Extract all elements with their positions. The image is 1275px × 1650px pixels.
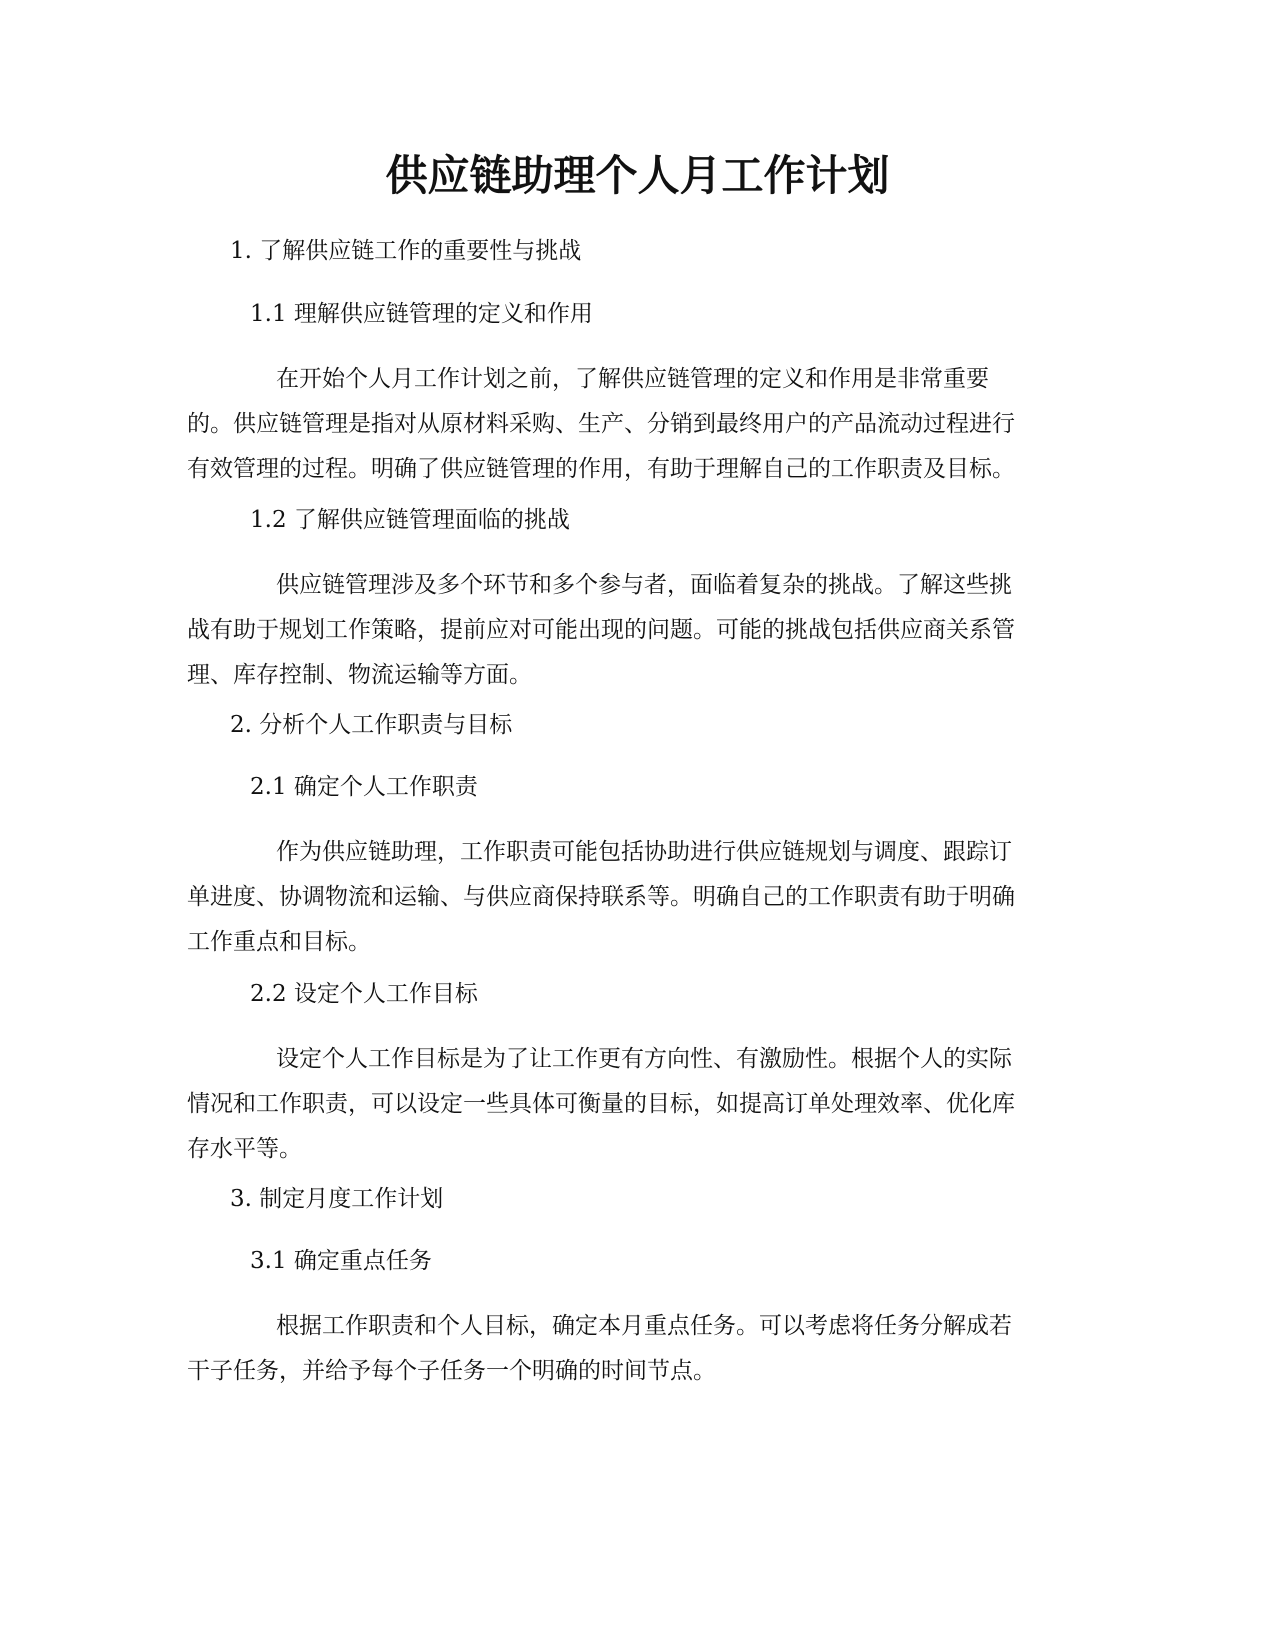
paragraph-line: 干子任务，并给予每个子任务一个明确的时间节点。 xyxy=(187,1358,716,1384)
paragraph-line: 作为供应链助理，工作职责可能包括协助进行供应链规划与调度、跟踪订 xyxy=(276,839,1012,865)
paragraph-line: 有效管理的过程。明确了供应链管理的作用，有助于理解自己的工作职责及目标。 xyxy=(187,456,1015,482)
paragraph-2-1 xyxy=(187,830,1087,965)
section-heading-2: 2. 分析个人工作职责与目标 xyxy=(230,712,513,738)
paragraph-line: 根据工作职责和个人目标，确定本月重点任务。可以考虑将任务分解成若 xyxy=(276,1313,1012,1339)
paragraph-line: 情况和工作职责，可以设定一些具体可衡量的目标，如提高订单处理效率、优化库 xyxy=(187,1091,1015,1117)
paragraph-line: 设定个人工作目标是为了让工作更有方向性、有激励性。根据个人的实际 xyxy=(276,1046,1012,1072)
subsection-heading-2-2: 2.2 设定个人工作目标 xyxy=(250,981,478,1007)
section-heading-1: 1. 了解供应链工作的重要性与挑战 xyxy=(230,238,582,264)
paragraph-line: 在开始个人月工作计划之前，了解供应链管理的定义和作用是非常重要 xyxy=(276,366,989,392)
paragraph-line: 战有助于规划工作策略，提前应对可能出现的问题。可能的挑战包括供应商关系管 xyxy=(187,617,1015,643)
paragraph-line: 存水平等。 xyxy=(187,1136,302,1162)
subsection-heading-2-1: 2.1 确定个人工作职责 xyxy=(250,774,478,800)
paragraph-line: 的。供应链管理是指对从原材料采购、生产、分销到最终用户的产品流动过程进行 xyxy=(187,411,1015,437)
paragraph-1-2 xyxy=(187,563,1087,698)
subsection-heading-1-2: 1.2 了解供应链管理面临的挑战 xyxy=(250,507,570,533)
paragraph-line: 工作重点和目标。 xyxy=(187,929,371,955)
paragraph-3-1 xyxy=(187,1304,1087,1394)
document-title: 供应链助理个人月工作计划 xyxy=(385,151,890,200)
subsection-heading-1-1: 1.1 理解供应链管理的定义和作用 xyxy=(250,301,593,327)
paragraph-line: 理、库存控制、物流运输等方面。 xyxy=(187,662,532,688)
paragraph-2-2 xyxy=(187,1037,1087,1172)
paragraph-1-1 xyxy=(187,357,1087,492)
paragraph-line: 供应链管理涉及多个环节和多个参与者，面临着复杂的挑战。了解这些挑 xyxy=(276,572,1012,598)
subsection-heading-3-1: 3.1 确定重点任务 xyxy=(250,1248,432,1274)
section-heading-3: 3. 制定月度工作计划 xyxy=(230,1186,444,1212)
paragraph-line: 单进度、协调物流和运输、与供应商保持联系等。明确自己的工作职责有助于明确 xyxy=(187,884,1015,910)
